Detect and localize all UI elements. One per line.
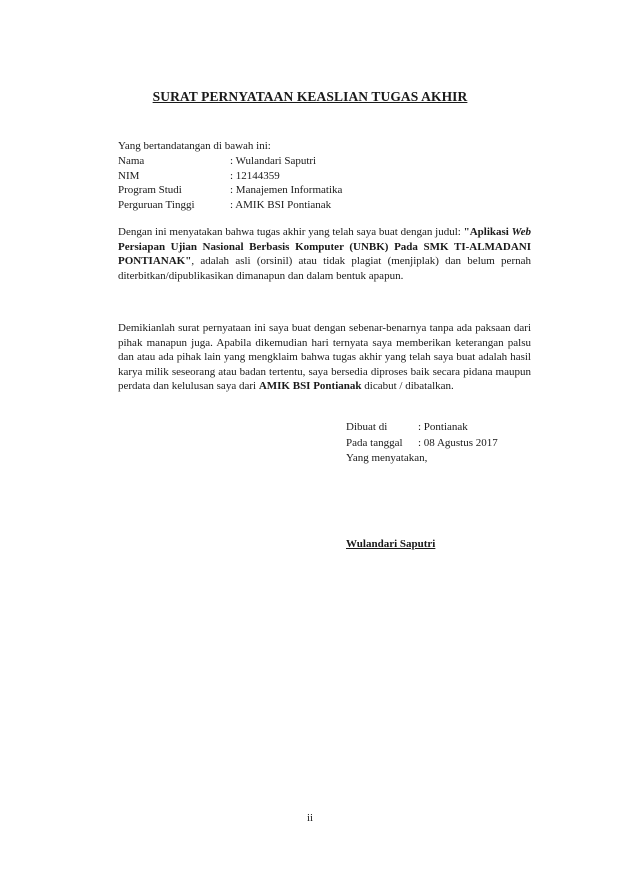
closing-institution: AMIK BSI Pontianak — [258, 380, 362, 393]
place-label: Dibuat di — [346, 421, 388, 433]
identity-label: NIM — [118, 169, 140, 182]
declaration-lead: Dengan ini menyatakan bahwa tugas akhir yang telah saya buat dengan judul: — [118, 226, 464, 238]
identity-row-program — [118, 183, 342, 198]
identity-label: Perguruan Tinggi — [118, 198, 195, 211]
thesis-title-rest: Persiapan Ujian Nasional Berbasis Komputer (UNBK) Pada SMK TI-ALMADANI PONTIANAK" — [118, 240, 531, 268]
closing-paragraph — [118, 321, 531, 394]
closing-lead: Demikianlah surat pernyataan ini saya buat dengan sebenar-benarnya tanpa ada paksaan dari pihak manapun juga. Apabila dikemudian hari ternyata saya memberikan keterangan palsu dan atau ada pihak lain yang mengklaim bahwa tugas akhir yang telah saya buat adalah hasil karya milik seseorang atau badan tertentu, saya bersedia diproses baik secara pidana maupun perdata dan kelulusan saya dari — [118, 322, 531, 393]
signature-block — [346, 420, 498, 467]
signature-date — [346, 436, 498, 452]
page-number: ii — [306, 812, 314, 824]
place-value: : Pontianak — [418, 421, 468, 433]
identity-value: : Manajemen Informatika — [230, 184, 343, 196]
document-title: SURAT PERNYATAAN KEASLIAN TUGAS AKHIR — [152, 89, 468, 104]
date-label: Pada tanggal — [346, 436, 403, 449]
signer-name: Wulandari Saputri — [346, 538, 436, 550]
intro-text: Yang bertandatangan di bawah ini: — [118, 140, 271, 152]
identity-label: Program Studi — [118, 184, 182, 196]
identity-row-institution — [118, 198, 342, 213]
closing-tail: dicabut / dibatalkan. — [361, 380, 454, 393]
identity-value: : 12144359 — [230, 169, 280, 182]
identity-value: : Wulandari Saputri — [230, 155, 317, 167]
thesis-title-web: Web — [511, 226, 531, 238]
declaration-tail: , adalah asli (orsinil) atau tidak plagiat (menjiplak) dan belum pernah diterbitkan/dipublikasikan dimanapun dan dalam bentuk apapun. — [118, 255, 531, 282]
date-value: : 08 Agustus 2017 — [418, 436, 498, 449]
declaration-paragraph — [118, 225, 531, 283]
identity-row-name — [118, 154, 342, 169]
identity-table — [118, 154, 342, 212]
identity-row-nim — [118, 169, 342, 184]
identity-value: : AMIK BSI Pontianak — [230, 198, 332, 211]
signature-statement: Yang menyatakan, — [346, 452, 428, 464]
identity-label: Nama — [118, 155, 145, 167]
thesis-title-open: "Aplikasi — [463, 226, 512, 238]
signature-place — [346, 420, 498, 436]
